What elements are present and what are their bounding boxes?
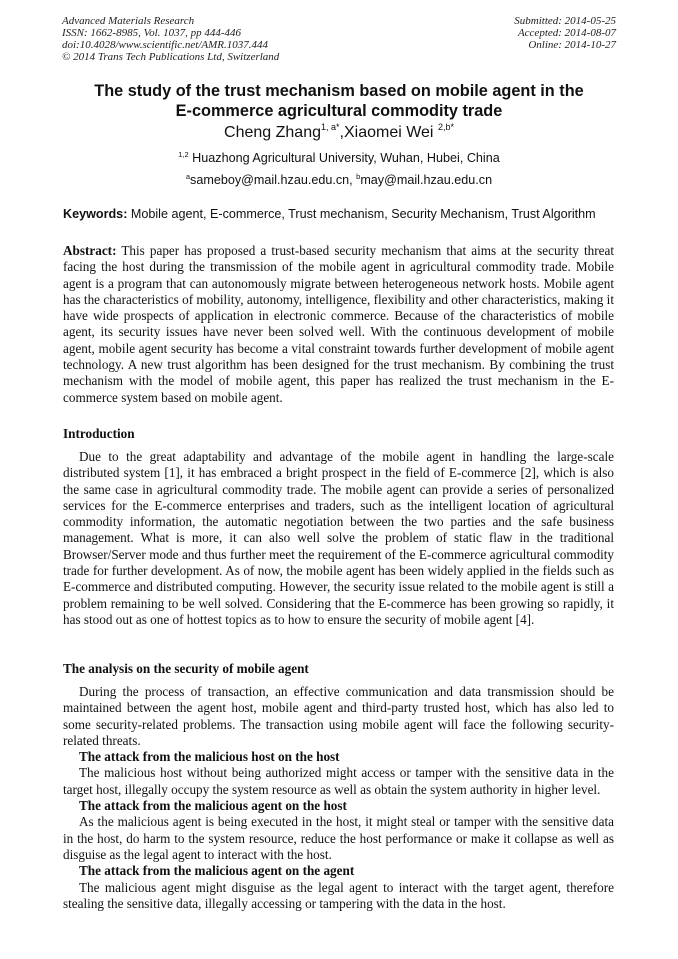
- paper-title: [60, 81, 618, 121]
- paragraph: The malicious agent might disguise as the legal agent to interact with the target agent, therefore stealing the sensitive data, illegally accessing or tampering with the data in the host.: [63, 879, 614, 911]
- affiliation-text: Huazhong Agricultural University, Wuhan, Hubei, China: [188, 151, 500, 165]
- affiliation-superscript: 1,2: [178, 150, 189, 159]
- title-line-1: The study of the trust mechanism based on mobile agent in the: [94, 82, 584, 100]
- journal-info: [62, 15, 279, 63]
- email-superscript: b: [356, 172, 361, 181]
- keywords-label: Keywords:: [63, 207, 128, 221]
- abstract: [63, 243, 614, 406]
- paragraph: Due to the great adaptability and advantage of the mobile agent in handling the large-scale distributed system [1], it has embraced a bright prospect in the field of E-commerce [2], which is also the same case in agricultural commodity trade. The mobile agent can provide a series of personalized services for the E-commerce enterprises and traders, such as the intelligent location of agricultural commodity information, the automatic negotiation between the two parties and the safe business management. What is more, it can also well solve the problem of static flaw in the traditional Browser/Server mode and thus further meet the requirement of the E-commerce agricultural commodity trade for further development. As of now, the mobile agent has been widely applied in the fields such as E-commerce and distributed computing. However, the security issue related to the mobile agent is still a problem remaining to be well solved. Considering that the E-commerce has been growing so rapidly, it has stood out as one of hottest topics as to how to ensure the security of mobile agent [4].: [63, 449, 614, 627]
- online-date: Online: 2014-10-27: [528, 39, 616, 51]
- keywords: [63, 206, 623, 222]
- analysis-body: [63, 684, 614, 912]
- section-heading-introduction: Introduction: [63, 426, 135, 441]
- paragraph: The malicious host without being authorized might access or tamper with the sensitive data in the target host, illegally occupy the system resource as well as obtain the system authority in higher level.: [63, 765, 614, 797]
- section-heading-analysis: The analysis on the security of mobile agent: [63, 661, 309, 676]
- title-line-2: E-commerce agricultural commodity trade: [175, 102, 503, 120]
- threat-heading: The attack from the malicious host on the host: [79, 749, 340, 765]
- abstract-text: This paper has proposed a trust-based security mechanism that aims at the security threat facing the host during the transmission of the mobile agent in agricultural commodity trade. Mobile agent is a program that can autonomously migrate between heterogeneous network hosts. Mobile agent has the characteristics of mobility, autonomy, intelligence, flexibility and other characteristics, making it have wide prospects of application in electronic commerce. Because of the characteristics of mobile agent, its security issues have never been solved well. With the continuous development of mobile agent, mobile agent security has become a vital constraint towards further development of mobile agent technology. A new trust algorithm has been designed for the trust mechanism. By combining the trust mechanism with the model of mobile agent, this paper has realized the trust mechanism in the E-commerce system based on mobile agent.: [63, 243, 614, 405]
- author-separator: ,: [339, 124, 344, 141]
- submission-dates: [514, 15, 616, 51]
- journal-name: Advanced Materials Research: [62, 15, 195, 27]
- introduction-body: [63, 449, 614, 628]
- email-superscript: a: [185, 172, 191, 181]
- threat-heading: The attack from the malicious agent on the host: [79, 798, 347, 814]
- accepted-date: Accepted: 2014-08-07: [517, 27, 616, 39]
- submitted-date: Submitted: 2014-05-25: [514, 15, 616, 27]
- author-superscript: 2,b*: [437, 122, 454, 132]
- doi: doi:10.4028/www.scientific.net/AMR.1037.444: [62, 39, 269, 51]
- author-superscript: 1, a*: [321, 122, 340, 132]
- author-list: [60, 123, 618, 143]
- paragraph: During the process of transaction, an effective communication and data transmission should be maintained between the agent host, mobile agent and third-party trusted host, which has also led to some security-related problems. The transaction using mobile agent will face the following security-related threats.: [63, 684, 614, 748]
- copyright: © 2014 Trans Tech Publications Ltd, Switzerland: [62, 51, 280, 63]
- author-name: Cheng Zhang: [224, 124, 321, 141]
- issn-volume: ISSN: 1662-8985, Vol. 1037, pp 444-446: [62, 27, 242, 39]
- threat-heading: The attack from the malicious agent on the agent: [79, 863, 355, 879]
- keywords-text: Mobile agent, E-commerce, Trust mechanism, Security Mechanism, Trust Algorithm: [127, 207, 596, 221]
- paragraph: As the malicious agent is being executed in the host, it might steal or tamper with the sensitive data in the host, do harm to the system resource, reduce the host performance or make it collapse as well as disguise as the legal agent to interact with the host.: [63, 814, 614, 862]
- email-address[interactable]: sameboy@mail.hzau.edu.cn,: [190, 173, 357, 187]
- email-address[interactable]: may@mail.hzau.edu.cn: [360, 173, 493, 187]
- author-name: Xiaomei Wei: [343, 124, 438, 141]
- affiliation: [60, 150, 618, 166]
- abstract-label: Abstract:: [63, 243, 117, 258]
- author-emails: [60, 172, 618, 188]
